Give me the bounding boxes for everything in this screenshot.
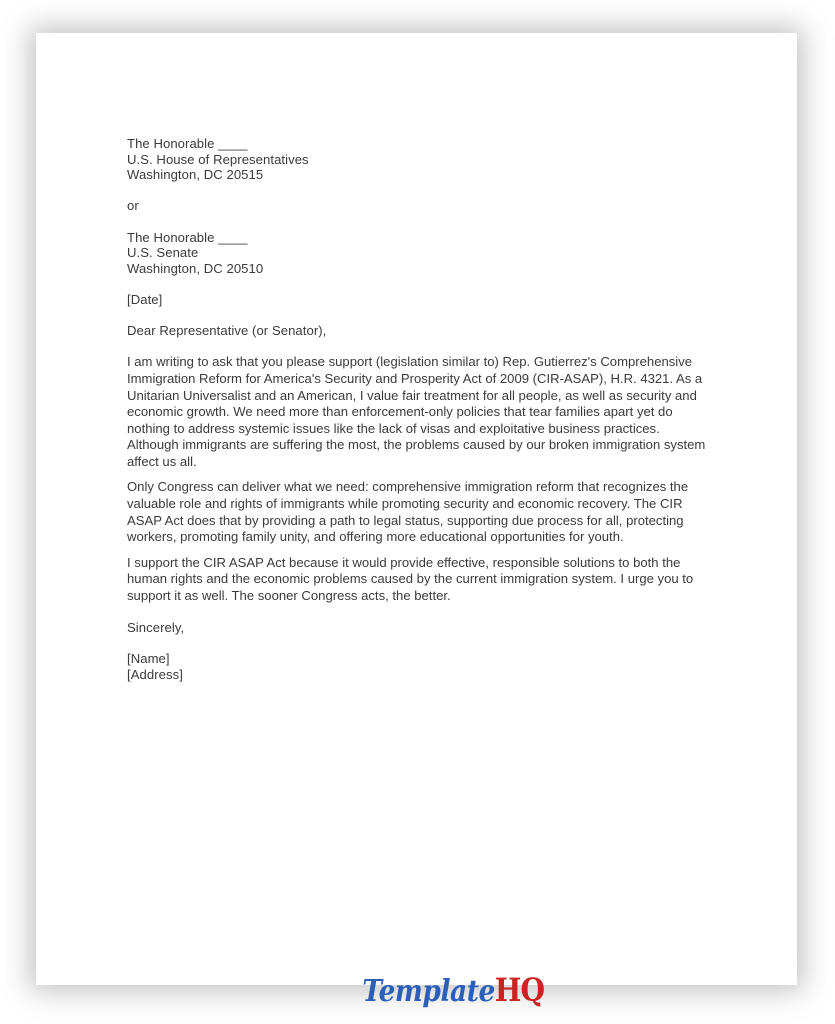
date-text: [Date] [127,291,163,307]
templatehq-logo [36,973,835,1017]
document-page [36,33,797,1009]
recipient-line: U.S. Senate [127,245,199,261]
spacer [127,183,711,199]
logo-wordmark [363,973,545,1009]
recipient-block-senate [127,230,711,277]
recipient-line: U.S. House of Representatives [127,151,309,167]
recipient-line: Washington, DC 20510 [127,260,264,276]
spacer [127,276,711,292]
body-paragraph: I am writing to ask that you please support (legislation similar to) Rep. Gutierrez's Comprehensive Immigration Reform for America's Security and Prosperity Act of 2009 (CIR-ASAP), H.R. 4321. As a Unitarian Universalist and an American, I value fair treatment for all people, as well as security and economic growth. We need more than enforcement-only policies that tear families apart yet do nothing to address systemic issues like the lack of visas and exploitative business practices. Although immigrants are suffering the most, the problems caused by our broken immigration system affect us all. [127,354,706,469]
body-paragraph: I support the CIR ASAP Act because it would provide effective, responsible solutions to both the human rights and the economic problems caused by the current immigration system. I urge you to support it as well. The sooner Congress acts, the better. [127,554,694,604]
date-placeholder [127,292,711,308]
signature-name-placeholder: [Name] [127,651,170,667]
recipient-block-house [127,136,711,183]
recipient-line: The Honorable ____ [127,136,248,151]
salutation-text: Dear Representative (or Senator), [127,323,327,339]
separator-text: or [127,198,139,214]
recipient-line: Washington, DC 20515 [127,167,264,183]
spacer [127,214,711,230]
spacer [127,605,711,621]
spacer [127,339,711,355]
recipient-alternative-separator [127,198,711,214]
logo-text-template: Template [362,974,496,1009]
closing [127,620,711,636]
signature-block [127,651,711,682]
logo-text-hq: HQ [495,971,545,1009]
body-paragraph: Only Congress can deliver what we need: comprehensive immigration reform that recognizes the valuable role and rights of immigrants while promoting security and economic recovery. The CIR ASAP Act does that by providing a path to legal status, supporting due process for all, protecting workers, promoting family unity, and offering more educational opportunities for youth. [127,479,689,545]
letter-content [127,136,711,683]
closing-text: Sincerely, [127,620,185,636]
recipient-line: The Honorable ____ [127,229,248,245]
signature-address-placeholder: [Address] [127,667,183,682]
spacer [127,308,711,324]
spacer [127,636,711,652]
salutation [127,323,711,339]
